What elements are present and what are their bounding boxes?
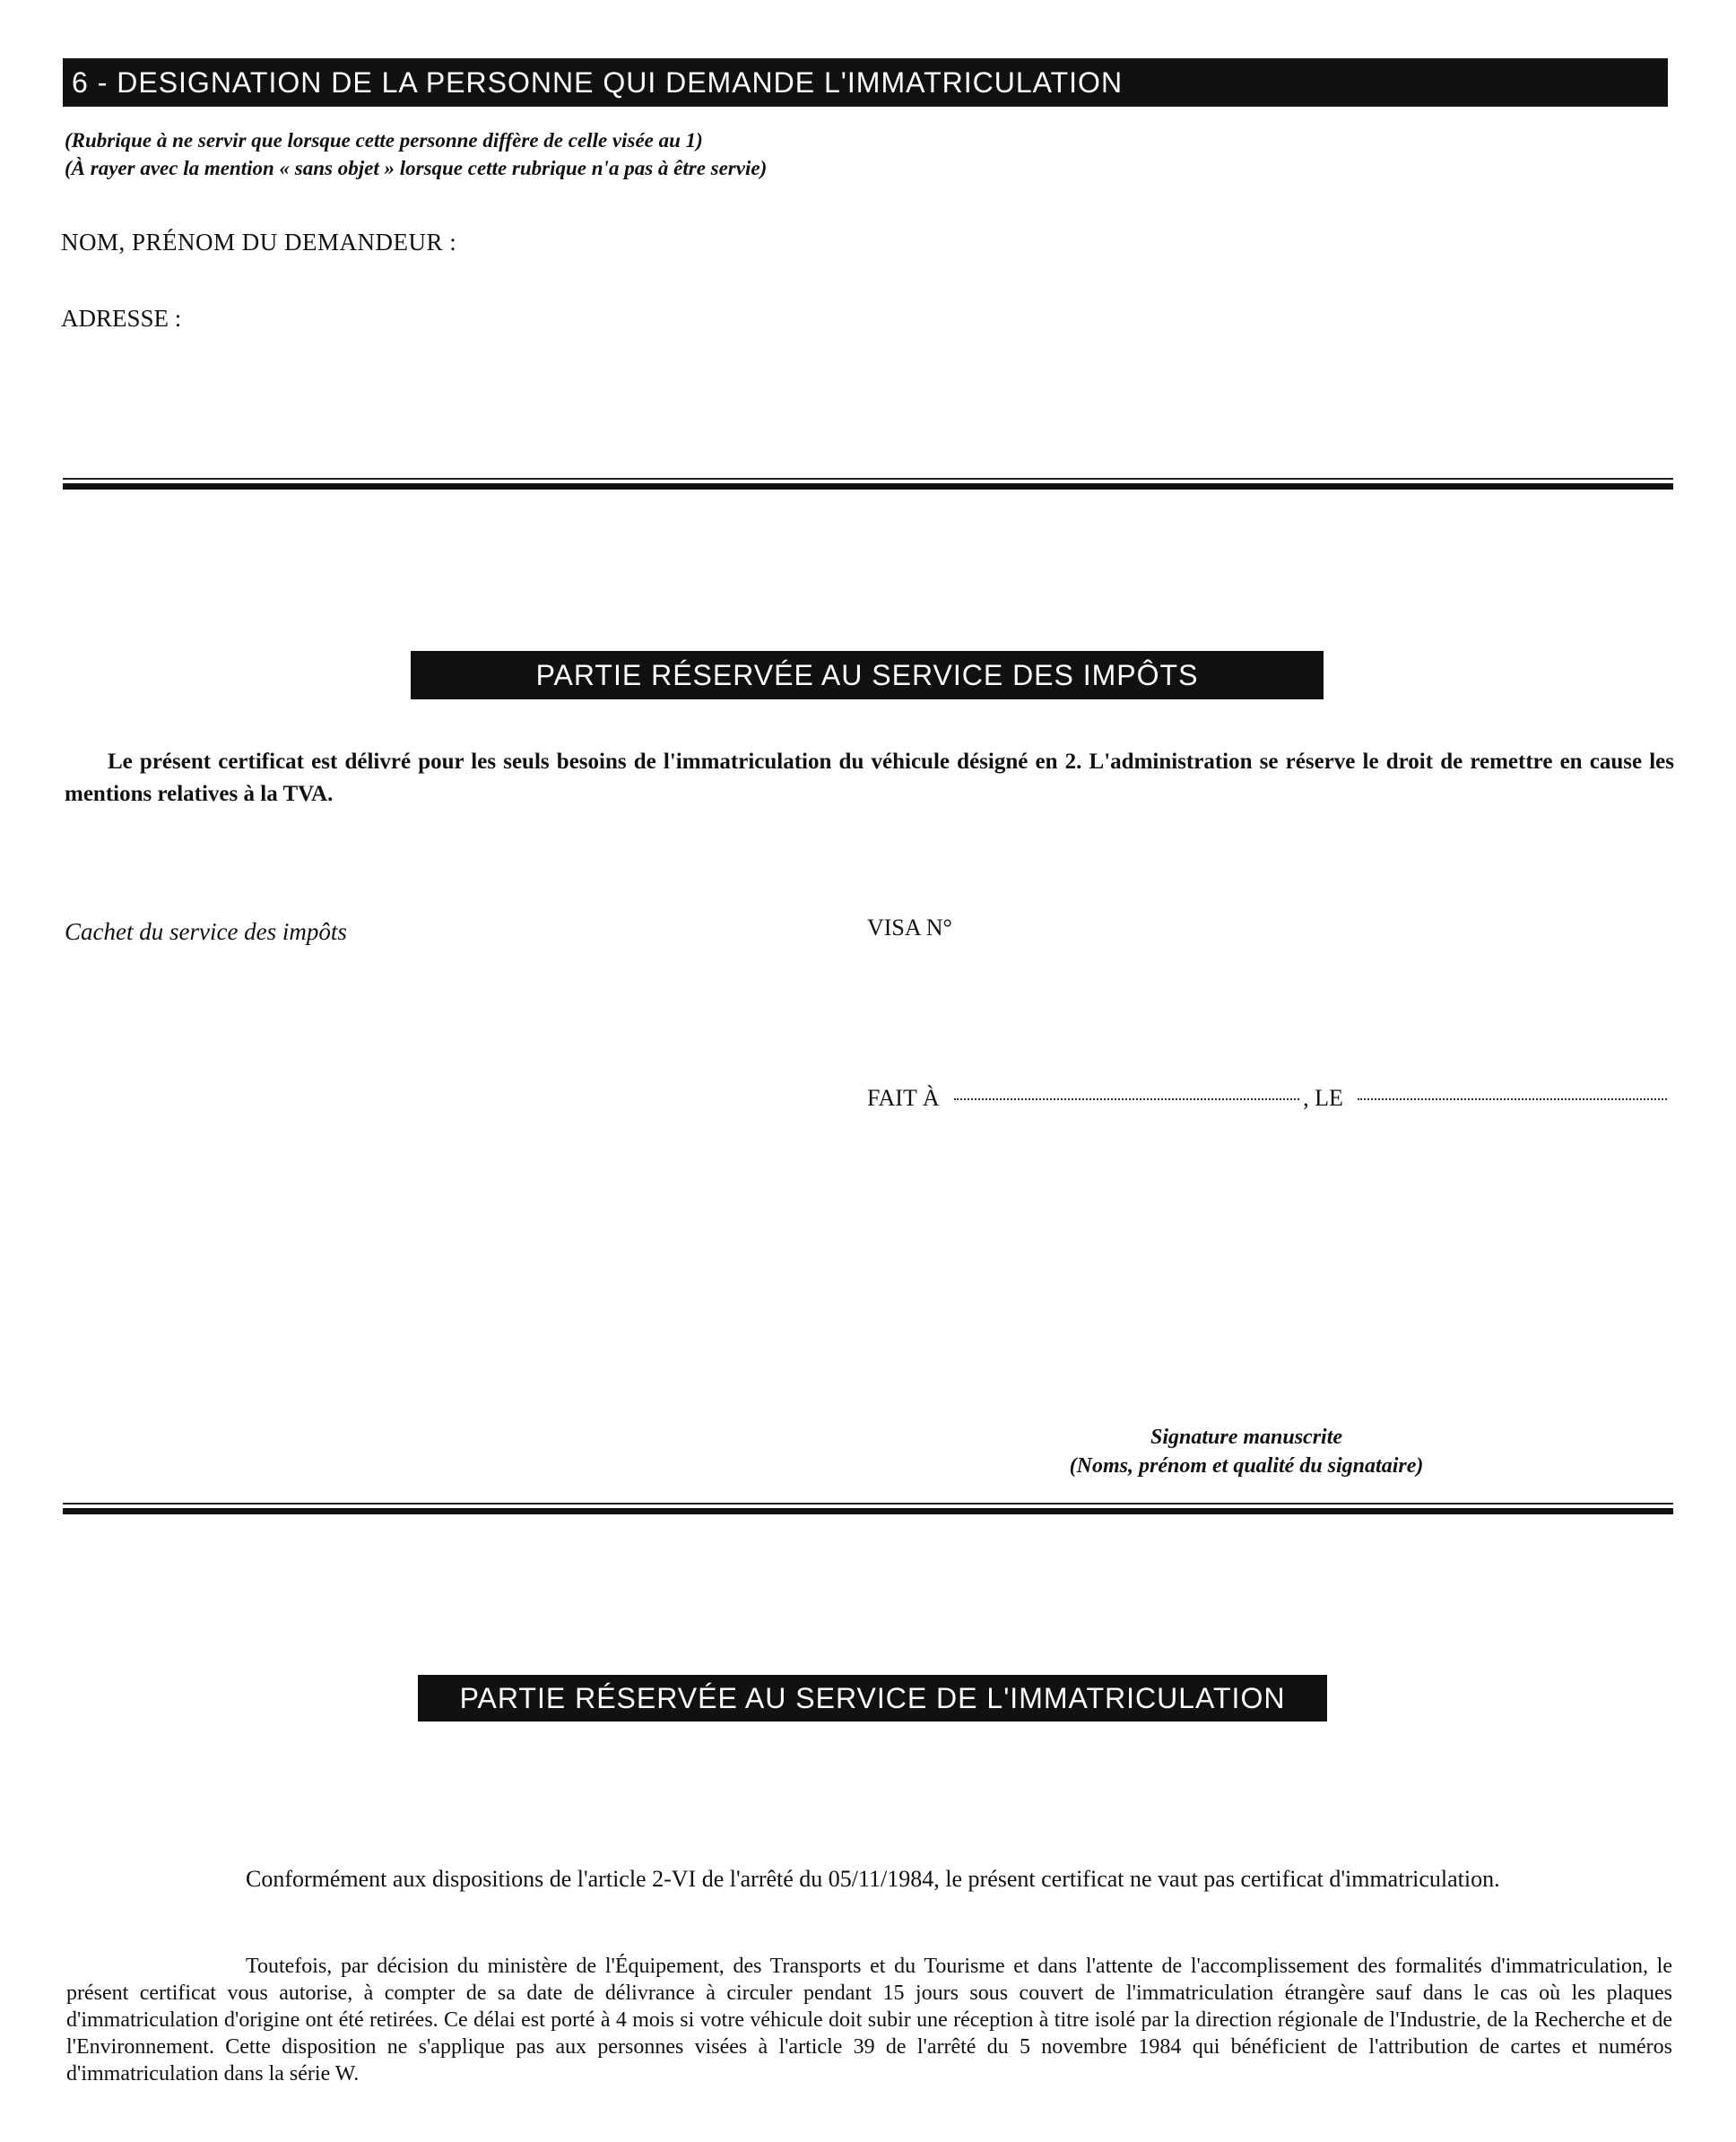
registration-paragraph-2: Toutefois, par décision du ministère de l'Équipement, des Transports et du Tourisme et dans l'attente de l'accomplissement des formalités d'immatriculation, le présent certificat vous autorise, à compter de sa date de délivrance à circuler pendant 15 jours sous couvert de l'immatriculation étrangère sauf dans le cas où les plaques d'immatriculation d'origine ont été retirées. Ce délai est porté à 4 mois si votre véhicule doit subir une réception à titre isolé par la direction régionale de l'Industrie, de la Recherche et de l'Environnement. Cette disposition ne s'applique pas aux personnes visées à l'article 39 de l'arrêté du 5 novembre 1984 qui bénéficient de l'attribution de cartes et numéros d'immatriculation dans la série W. [66, 1955, 1672, 2086]
fait-a-label: FAIT À [867, 1085, 940, 1111]
fait-a-line [867, 1085, 1667, 1112]
signature-subtitle: (Noms, prénom et qualité du signataire) [1069, 1454, 1424, 1478]
section6-title-bar [63, 58, 1668, 107]
address-label: ADRESSE : [61, 305, 182, 332]
section-divider [63, 1503, 1673, 1514]
visa-number-label: VISA N° [867, 915, 952, 941]
tax-stamp-label: Cachet du service des impôts [65, 918, 347, 945]
section6-note2: (À rayer avec la mention « sans objet » lorsque cette rubrique n'a pas à être servie) [65, 157, 768, 179]
tax-section-title: PARTIE RÉSERVÉE AU SERVICE DES IMPÔTS [535, 659, 1199, 691]
applicant-name-label: NOM, PRÉNOM DU DEMANDEUR : [61, 229, 457, 256]
section6-note1: (Rubrique à ne servir que lorsque cette personne diffère de celle visée au 1) [65, 129, 703, 152]
section-divider [63, 478, 1673, 490]
section6-title: 6 - DESIGNATION DE LA PERSONNE QUI DEMANDE L'IMMATRICULATION [72, 66, 1124, 99]
registration-paragraph-1: Conformément aux dispositions de l'article 2-VI de l'arrêté du 05/11/1984, le présent certificat ne vaut pas certificat d'immatriculation. [246, 1866, 1500, 1892]
tax-statement: Le présent certificat est délivré pour les seuls besoins de l'immatriculation du véhicule désigné en 2. L'administration se réserve le droit de remettre en cause les mentions relatives à la TVA. [65, 750, 1674, 806]
le-label: , LE [1303, 1085, 1343, 1111]
date-field[interactable] [1358, 1097, 1667, 1100]
registration-section-title: PARTIE RÉSERVÉE AU SERVICE DE L'IMMATRICULATION [459, 1682, 1286, 1714]
fait-a-field[interactable] [954, 1097, 1299, 1100]
signature-label: Signature manuscrite [1150, 1426, 1343, 1449]
tax-section-title-bar [411, 651, 1324, 699]
registration-section-title-bar [418, 1675, 1327, 1721]
